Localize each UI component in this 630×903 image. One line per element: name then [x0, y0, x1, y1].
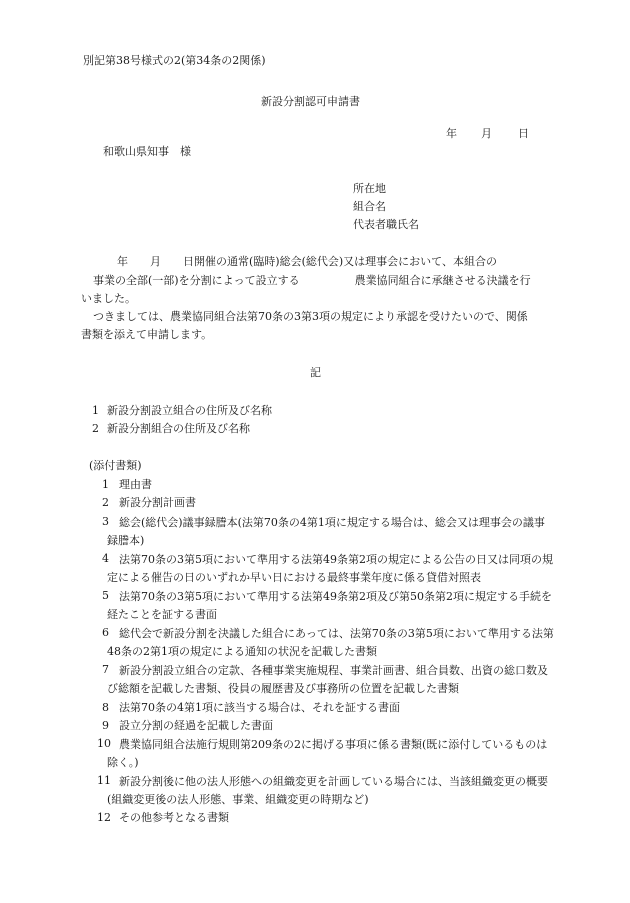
item-number: 1	[92, 404, 99, 417]
attachment-number: 8	[102, 701, 109, 714]
body-line: 年 月 日開催の通常(臨時)総会(総代会)又は理事会において、本組合の	[117, 255, 497, 268]
attachment-text: 農業協同組合法施行規則第209条の2に掲げる事項に係る書類(既に添付しているものは除く。)	[107, 738, 548, 769]
attachment-text: 新設分割設立組合の定款、各種事業実施規程、事業計画書、組合員数、出資の総口数及び総額を記載した書類、役員の履歴書及び事務所の位置を記載した書類	[107, 664, 548, 695]
body-line: いました。	[81, 292, 136, 305]
attachment-number: 3	[102, 515, 109, 528]
attachment-number: 5	[102, 589, 109, 602]
attachment-text: 新設分割計画書	[119, 496, 196, 509]
body-line: 書類を添えて申請します。	[81, 328, 213, 341]
form-reference: 別記第38号様式の2(第34条の2関係)	[83, 54, 266, 67]
attachment-text: その他参考となる書類	[119, 811, 229, 824]
date-month: 月	[481, 127, 492, 140]
attachment-text: 法第70条の3第5項において準用する法第49条第2項及び第50条第2項に規定する手続を経たことを証する書面	[107, 590, 552, 621]
applicant-name-label: 組合名	[353, 200, 386, 213]
applicant-rep-label: 代表者職氏名	[353, 218, 419, 231]
document-title: 新設分割認可申請書	[261, 95, 360, 108]
attachment-text: 設立分割の経過を記載した書面	[119, 719, 273, 732]
item-text: 新設分割設立組合の住所及び名称	[107, 404, 272, 417]
attachment-text: 総代会で新設分割を決議した組合にあっては、法第70条の3第5項において準用する法第48条の2第1項の規定による通知の状況を記載した書類	[107, 627, 554, 658]
body-line: つきましては、農業協同組合法第70条の3第3項の規定により承認を受けたいので、関係	[93, 310, 528, 323]
date-year: 年	[446, 127, 457, 140]
attachment-number: 2	[102, 496, 109, 509]
attachments-heading: (添付書類)	[89, 459, 142, 472]
attachment-text: 法第70条の4第1項に該当する場合は、それを証する書面	[119, 701, 400, 714]
body-line: 事業の全部(一部)を分割によって設立する 農業協同組合に承継させる決議を行	[93, 274, 531, 287]
addressee: 和歌山県知事 様	[103, 145, 191, 158]
attachment-text: 新設分割後に他の法人形態への組織変更を計画している場合には、当該組織変更の概要(組織変更後の法人形態、事業、組織変更の時期など)	[107, 775, 548, 806]
attachment-number: 4	[102, 552, 109, 565]
date-day: 日	[518, 127, 529, 140]
applicant-address-label: 所在地	[353, 182, 386, 195]
attachment-number: 9	[102, 719, 109, 732]
attachment-number: 10	[97, 737, 111, 750]
item-text: 新設分割組合の住所及び名称	[107, 422, 250, 435]
attachment-text: 法第70条の3第5項において準用する法第49条第2項の規定による公告の日又は同項の規定による催告の日のいずれか早い日における最終事業年度に係る貸借対照表	[107, 553, 553, 584]
attachment-text: 総会(総代会)議事録謄本(法第70条の4第1項に規定する場合は、総会又は理事会の議事録謄本)	[107, 516, 545, 547]
attachment-number: 1	[102, 478, 109, 491]
attachment-number: 11	[97, 774, 111, 787]
attachment-number: 12	[97, 811, 111, 824]
attachment-number: 6	[102, 626, 109, 639]
attachment-text: 理由書	[119, 478, 152, 491]
attachment-number: 7	[102, 663, 109, 676]
item-number: 2	[92, 422, 99, 435]
ki-heading: 記	[310, 366, 321, 379]
